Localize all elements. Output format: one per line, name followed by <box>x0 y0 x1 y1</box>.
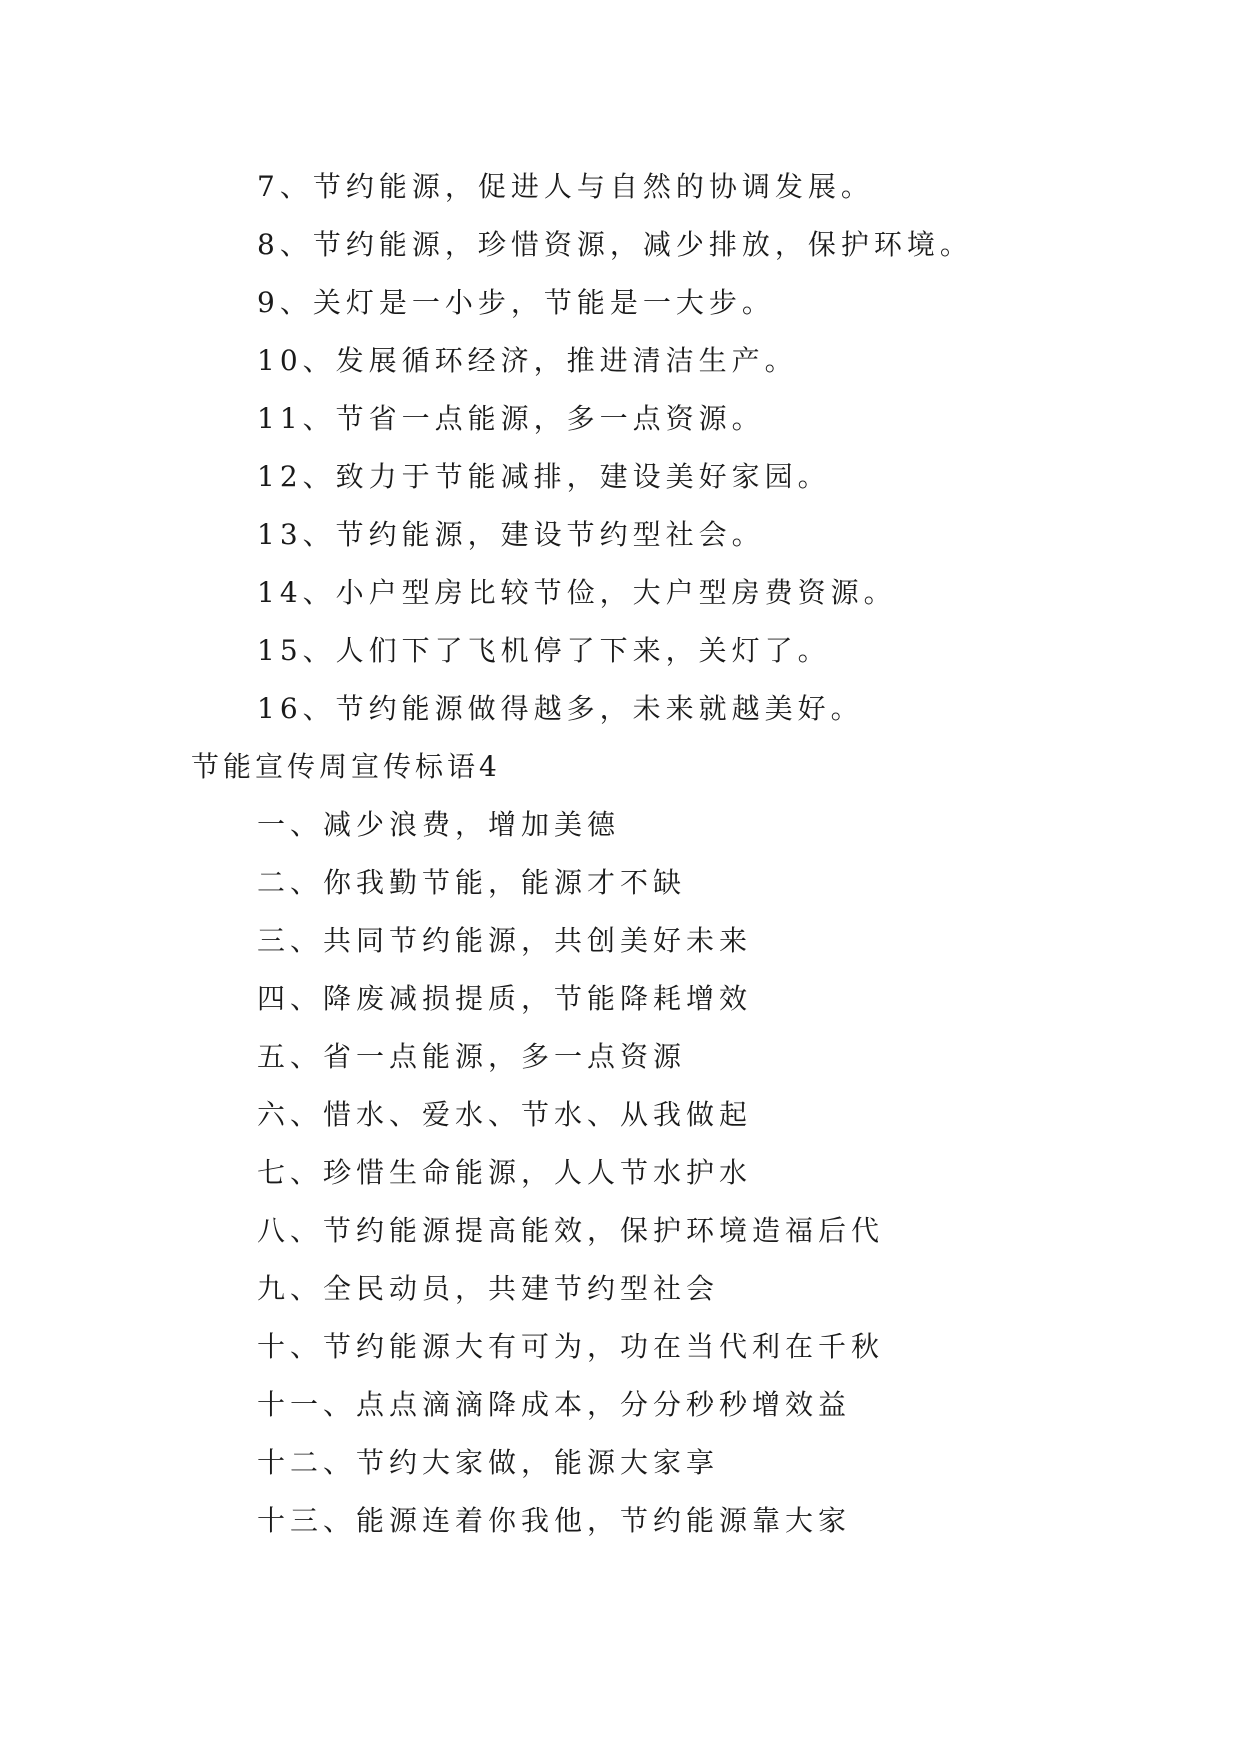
section-heading: 节能宣传周宣传标语4 <box>191 750 501 783</box>
slogan-line: 五、省一点能源，多一点资源 <box>257 1040 687 1073</box>
slogan-line: 十三、能源连着你我他，节约能源靠大家 <box>257 1504 852 1537</box>
slogan-line: 九、全民动员，共建节约型社会 <box>257 1272 720 1305</box>
slogan-line: 十、节约能源大有可为，功在当代利在千秋 <box>257 1330 885 1363</box>
slogan-line: 一、减少浪费，增加美德 <box>257 808 621 841</box>
slogan-line: 六、惜水、爱水、节水、从我做起 <box>257 1098 753 1131</box>
slogan-line: 十二、节约大家做，能源大家享 <box>257 1446 720 1479</box>
slogan-line: 8、节约能源，珍惜资源，减少排放，保护环境。 <box>257 228 973 261</box>
slogan-line: 八、节约能源提高能效，保护环境造福后代 <box>257 1214 885 1247</box>
slogan-line: 10、发展循环经济，推进清洁生产。 <box>257 344 798 377</box>
slogan-line: 13、节约能源，建设节约型社会。 <box>257 518 765 551</box>
slogan-line: 七、珍惜生命能源，人人节水护水 <box>257 1156 753 1189</box>
slogan-line: 11、节省一点能源，多一点资源。 <box>257 402 765 435</box>
slogan-line: 十一、点点滴滴降成本，分分秒秒增效益 <box>257 1388 852 1421</box>
slogan-line: 15、人们下了飞机停了下来，关灯了。 <box>257 634 831 667</box>
slogan-line: 四、降废减损提质，节能降耗增效 <box>257 982 753 1015</box>
slogan-line: 9、关灯是一小步，节能是一大步。 <box>257 286 775 319</box>
slogan-line: 二、你我勤节能，能源才不缺 <box>257 866 687 899</box>
slogan-line: 三、共同节约能源，共创美好未来 <box>257 924 753 957</box>
slogan-line: 12、致力于节能减排，建设美好家园。 <box>257 460 831 493</box>
slogan-line: 7、节约能源，促进人与自然的协调发展。 <box>257 170 874 203</box>
slogan-line: 14、小户型房比较节俭，大户型房费资源。 <box>257 576 897 609</box>
slogan-line: 16、节约能源做得越多，未来就越美好。 <box>257 692 864 725</box>
